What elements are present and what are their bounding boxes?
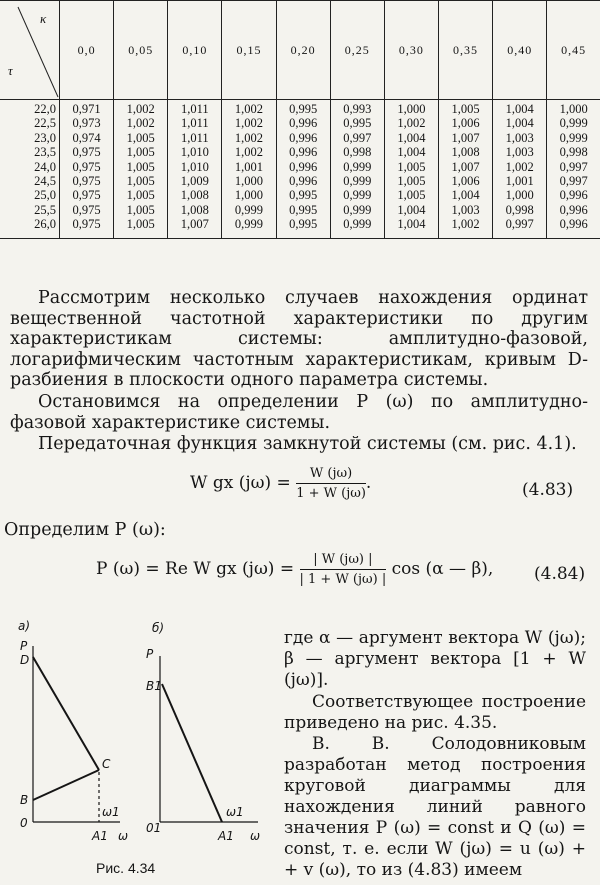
value-cell: 1,005 — [114, 131, 168, 145]
value-cell: 0,975 — [60, 203, 114, 217]
diagram-a-d-label: D — [20, 653, 30, 667]
eq2-lhs: P (ω) = Re W gx (jω) = — [96, 559, 295, 579]
value-cell: 0,997 — [330, 131, 384, 145]
diagram-a-w: ω — [118, 829, 129, 843]
kappa-label: κ — [40, 11, 48, 26]
value-cell: 0,974 — [60, 131, 114, 145]
value-cell: 0,999 — [222, 217, 276, 238]
value-cell: 1,011 — [168, 131, 222, 145]
diagram-a-p-label: P — [20, 639, 28, 653]
value-cell: 1,001 — [222, 160, 276, 174]
value-cell: 1,002 — [114, 116, 168, 130]
value-cell: 1,011 — [168, 100, 222, 117]
col-header: 0,25 — [330, 1, 384, 100]
value-cell: 1,004 — [493, 116, 547, 130]
eq2-rhs: cos (α — β), — [391, 559, 494, 579]
eq2-denominator: | 1 + W (jω) | — [299, 572, 387, 587]
value-cell: 1,003 — [493, 145, 547, 159]
value-cell: 0,975 — [60, 174, 114, 188]
corner-cell — [0, 1, 60, 100]
eq2-numerator: | W (jω) | — [300, 552, 387, 570]
value-cell: 1,008 — [168, 203, 222, 217]
value-cell: 1,005 — [114, 160, 168, 174]
diagram-a-tag: а) — [18, 619, 31, 633]
tau-cell: 23,0 — [34, 130, 56, 145]
value-cell: 0,999 — [547, 116, 600, 130]
value-cell: 0,975 — [60, 145, 114, 159]
paragraph-3: Передаточная функция замкнутой системы (см. рис. 4.1). — [38, 434, 577, 454]
value-cell: 0,975 — [60, 160, 114, 174]
value-cell: 0,975 — [60, 217, 114, 238]
table-row — [0, 160, 600, 174]
value-cell: 1,009 — [168, 174, 222, 188]
tau-cell: 22,5 — [34, 116, 56, 131]
value-cell: 0,999 — [330, 174, 384, 188]
value-cell: 1,002 — [493, 160, 547, 174]
value-cell: 0,996 — [547, 188, 600, 202]
value-cell: 1,008 — [168, 188, 222, 202]
value-cell: 1,002 — [438, 217, 492, 238]
col-header: 0,15 — [222, 1, 276, 100]
value-cell: 1,010 — [168, 145, 222, 159]
value-cell: 0,975 — [60, 188, 114, 202]
eq2-fraction — [300, 552, 387, 587]
value-cell: 1,004 — [384, 131, 438, 145]
right-col-text-2: Соответствующее построение приведено на рис. 4.35. — [284, 692, 586, 733]
table-row — [0, 203, 600, 217]
value-cell: 1,002 — [222, 116, 276, 130]
value-cell: 1,004 — [493, 100, 547, 117]
value-cell: 1,008 — [438, 145, 492, 159]
table-row — [0, 100, 600, 117]
value-cell: 0,999 — [330, 188, 384, 202]
value-cell: 0,996 — [547, 217, 600, 238]
value-cell: 1,005 — [114, 188, 168, 202]
equation-4-84 — [96, 552, 493, 587]
table-body — [0, 100, 600, 239]
eq1-fraction — [296, 466, 366, 501]
value-cell: 0,999 — [222, 203, 276, 217]
col-header: 0,05 — [114, 1, 168, 100]
eq1-number: (4.83) — [522, 480, 574, 500]
paragraph-4: Определим P (ω): — [4, 520, 166, 540]
tau-cell: 22,0 — [34, 102, 56, 116]
value-cell: 1,004 — [384, 203, 438, 217]
diagram-a — [33, 646, 120, 822]
value-cell: 0,999 — [330, 203, 384, 217]
value-cell: 1,005 — [384, 188, 438, 202]
corner-diagonal — [0, 1, 60, 99]
eq1-denominator: 1 + W (jω) — [296, 486, 366, 501]
col-header: 0,20 — [276, 1, 330, 100]
value-cell: 0,996 — [276, 174, 330, 188]
value-cell: 1,003 — [438, 203, 492, 217]
value-cell: 0,996 — [276, 160, 330, 174]
diagram-b-b1-label: B1 — [146, 679, 162, 693]
value-cell: 0,997 — [493, 217, 547, 238]
value-cell: 0,995 — [276, 203, 330, 217]
data-table — [0, 0, 600, 239]
value-cell: 1,004 — [384, 145, 438, 159]
value-cell: 0,996 — [276, 145, 330, 159]
table-row — [0, 145, 600, 159]
value-cell: 1,000 — [222, 188, 276, 202]
tau-cell: 24,0 — [34, 159, 56, 174]
value-cell: 1,002 — [222, 100, 276, 117]
value-cell: 0,973 — [60, 116, 114, 130]
tau-cell: 25,0 — [34, 188, 56, 203]
value-cell: 1,005 — [114, 145, 168, 159]
value-cell: 1,002 — [114, 100, 168, 117]
value-cell: 1,005 — [114, 174, 168, 188]
figure-caption: Рис. 4.34 — [96, 860, 156, 876]
value-cell: 1,005 — [114, 203, 168, 217]
col-header: 0,35 — [438, 1, 492, 100]
value-cell: 1,005 — [384, 174, 438, 188]
table-row — [0, 174, 600, 188]
table-row — [0, 217, 600, 238]
diagram-a-a1: A1 — [92, 829, 108, 843]
diagram-b-origin: 01 — [146, 821, 162, 835]
diagram-a-origin: 0 — [20, 816, 28, 830]
diagram-a-b-label: B — [20, 793, 29, 807]
value-cell: 0,998 — [330, 145, 384, 159]
col-header: 0,30 — [384, 1, 438, 100]
value-cell: 1,000 — [222, 174, 276, 188]
value-cell: 1,000 — [547, 100, 600, 117]
value-cell: 0,996 — [276, 131, 330, 145]
value-cell: 1,005 — [384, 160, 438, 174]
value-cell: 0,995 — [330, 116, 384, 130]
eq1-dot: . — [365, 473, 372, 493]
col-header: 0,0 — [60, 1, 114, 100]
table-row — [0, 131, 600, 145]
value-cell: 1,010 — [168, 160, 222, 174]
value-cell: 0,997 — [547, 160, 600, 174]
value-cell: 1,001 — [493, 174, 547, 188]
value-cell: 0,996 — [547, 203, 600, 217]
value-cell: 1,003 — [493, 131, 547, 145]
eq1-numerator: W (jω) — [296, 466, 366, 484]
diagram-a-line-bc — [33, 770, 99, 800]
value-cell: 0,998 — [547, 145, 600, 159]
value-cell: 1,004 — [438, 188, 492, 202]
diagram-a-c-label: C — [102, 757, 111, 771]
value-cell: 0,995 — [276, 188, 330, 202]
table-row — [0, 188, 600, 202]
value-cell: 1,002 — [222, 145, 276, 159]
tau-cell: 25,5 — [34, 202, 56, 217]
diagram-a-w1: ω1 — [102, 805, 120, 819]
tau-cell: 24,5 — [34, 174, 56, 189]
value-cell: 1,011 — [168, 116, 222, 130]
col-header: 0,40 — [493, 1, 547, 100]
figure-4-34 — [0, 612, 280, 857]
value-cell: 1,005 — [114, 217, 168, 238]
right-col-text-1: где α — аргумент вектора W (jω); β — аргумент вектора [1 + W (jω)]. — [284, 628, 586, 690]
value-cell: 1,007 — [438, 131, 492, 145]
value-cell: 0,999 — [330, 160, 384, 174]
tau-cell: 26,0 — [0, 217, 60, 238]
value-cell: 1,006 — [438, 174, 492, 188]
value-cell: 1,007 — [438, 160, 492, 174]
value-cell: 0,995 — [276, 100, 330, 117]
equation-4-83 — [190, 466, 371, 501]
diagram-b-w1: ω1 — [226, 805, 244, 819]
right-col-text-3: В. В. Солодовниковым разработан метод построения круговой диаграммы для нахождения линий равного значения P (ω) = const и Q (ω) = const, т. е. если W (jω) = u (ω) + + v (ω), то из (4.83) имеем — [284, 734, 586, 880]
value-cell: 0,995 — [276, 217, 330, 238]
diagram-b — [160, 656, 258, 822]
value-cell: 1,006 — [438, 116, 492, 130]
value-cell: 0,971 — [60, 100, 114, 117]
value-cell: 0,998 — [493, 203, 547, 217]
value-cell: 1,002 — [222, 131, 276, 145]
tau-cell: 23,5 — [34, 145, 56, 160]
eq1-lhs: W gx (jω) = — [190, 473, 291, 493]
diagram-b-w: ω — [250, 829, 261, 843]
diagram-b-a1: A1 — [218, 829, 234, 843]
value-cell: 0,997 — [547, 174, 600, 188]
tau-label: τ — [8, 63, 14, 78]
value-cell: 0,993 — [330, 100, 384, 117]
value-cell: 1,002 — [384, 116, 438, 130]
value-cell: 0,996 — [276, 116, 330, 130]
diagram-a-line-dc — [33, 657, 99, 770]
value-cell: 1,005 — [438, 100, 492, 117]
value-cell: 1,000 — [384, 100, 438, 117]
table-row — [0, 116, 600, 130]
eq2-number: (4.84) — [534, 564, 586, 584]
value-cell: 0,999 — [547, 131, 600, 145]
col-header: 0,10 — [168, 1, 222, 100]
col-header: 0,45 — [547, 1, 600, 100]
diagram-b-line — [162, 684, 222, 822]
table-header-row — [0, 1, 600, 100]
diagram-b-tag: б) — [152, 621, 165, 635]
value-cell: 1,004 — [384, 217, 438, 238]
value-cell: 1,007 — [168, 217, 222, 238]
value-cell: 0,999 — [330, 217, 384, 238]
paragraph-1: Рассмотрим несколько случаев нахождения ординат вещественной частотной характеристики по другим характеристикам системы: амплитудно-фазовой, логарифмическим частотным характеристикам, кривым D-разбиения в плоскости одного параметра системы. — [10, 288, 588, 390]
paragraph-2: Остановимся на определении P (ω) по амплитудно-фазовой характеристике системы. — [10, 392, 588, 433]
diagram-b-p-label: P — [146, 647, 154, 661]
value-cell: 1,000 — [493, 188, 547, 202]
